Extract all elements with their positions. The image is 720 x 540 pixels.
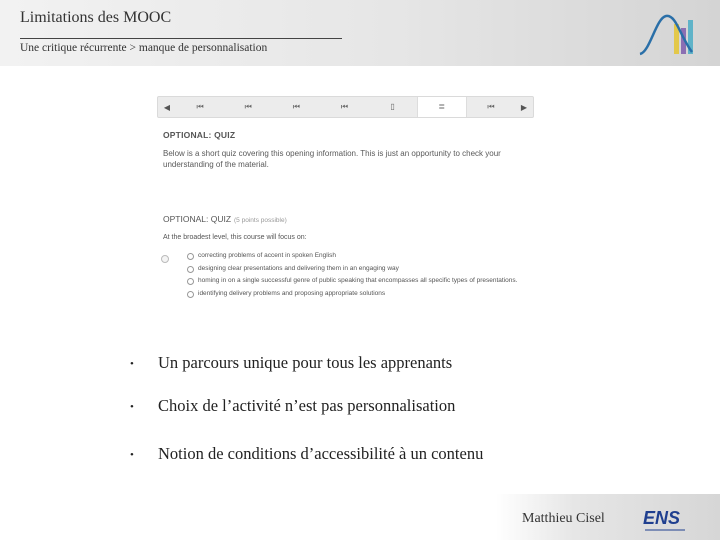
nav-prev-button[interactable]: ◀ (163, 102, 171, 112)
bullet-item (130, 353, 452, 373)
quiz-question: At the broadest level, this course will focus on: (163, 234, 307, 241)
option-label: designing clear presentations and delivering them in an engaging way (198, 264, 399, 272)
radio-icon[interactable] (187, 278, 194, 285)
slide-header (0, 0, 720, 66)
nav-unit-3[interactable] (272, 97, 320, 117)
video-icon: ⏮ (340, 102, 349, 111)
radio-icon[interactable] (187, 266, 194, 273)
video-icon: ⏮ (487, 102, 495, 111)
nav-unit-5[interactable] (369, 97, 417, 117)
bullet-symbol: • (130, 449, 134, 462)
author-name: Matthieu Cisel (522, 511, 605, 526)
mooc-logo-icon (636, 6, 696, 62)
course-nav-bar (157, 96, 534, 118)
video-icon: ⏮ (196, 102, 204, 111)
quiz-points: (5 points possible) (234, 217, 287, 224)
ens-logo-icon (641, 502, 689, 536)
bullet-text: Un parcours unique pour tous les apprenants (158, 353, 453, 372)
list-icon: ≣ (438, 102, 446, 111)
option-label: homing in on a single successful genre of public speaking that encompasses all specific types of presentations. (198, 277, 518, 284)
slide-footer (496, 494, 720, 540)
quiz-heading-label: OPTIONAL: QUIZ (163, 214, 232, 224)
bullet-symbol: • (130, 401, 134, 414)
section-heading: OPTIONAL: QUIZ (163, 130, 236, 140)
bullet-symbol: • (130, 358, 134, 371)
bullet-text: Choix de l’activité n’est pas personnalisation (158, 396, 456, 415)
quiz-options (187, 252, 527, 302)
nav-unit-2[interactable] (224, 97, 272, 117)
slide-title: Limitations des MOOC (20, 9, 172, 26)
slide-subtitle: Une critique récurrente > manque de personnalisation (20, 42, 268, 54)
quiz-option[interactable] (187, 252, 527, 261)
radio-icon[interactable] (187, 253, 194, 260)
bullet-item (130, 444, 483, 464)
nav-unit-4[interactable] (320, 97, 368, 117)
bullet-item (130, 396, 455, 416)
radio-icon[interactable] (187, 291, 194, 298)
nav-unit-7[interactable] (467, 97, 515, 117)
quiz-option[interactable] (187, 265, 527, 274)
nav-unit-1[interactable] (176, 97, 224, 117)
quiz-description: Below is a short quiz covering this opening information. This is just an opportunity to check your understanding of the material. (163, 149, 501, 169)
video-icon: ⏮ (244, 102, 252, 111)
course-screenshot (155, 92, 535, 324)
quiz-option[interactable] (187, 277, 527, 286)
nav-unit-6-active[interactable] (417, 97, 467, 117)
ens-logo-text: ENS (643, 508, 681, 528)
bullet-text: Notion de conditions d’accessibilité à un contenu (158, 444, 484, 463)
video-icon: ⏮ (292, 102, 300, 111)
document-icon: ▯ (390, 102, 395, 111)
title-underline (20, 38, 342, 39)
option-label: identifying delivery problems and proposing appropriate solutions (198, 289, 386, 297)
quiz-heading (163, 214, 287, 224)
quiz-option[interactable] (187, 290, 527, 299)
nav-next-button[interactable]: ▶ (520, 102, 528, 112)
option-label: correcting problems of accent in spoken English (198, 252, 337, 259)
question-status-icon (161, 255, 169, 263)
